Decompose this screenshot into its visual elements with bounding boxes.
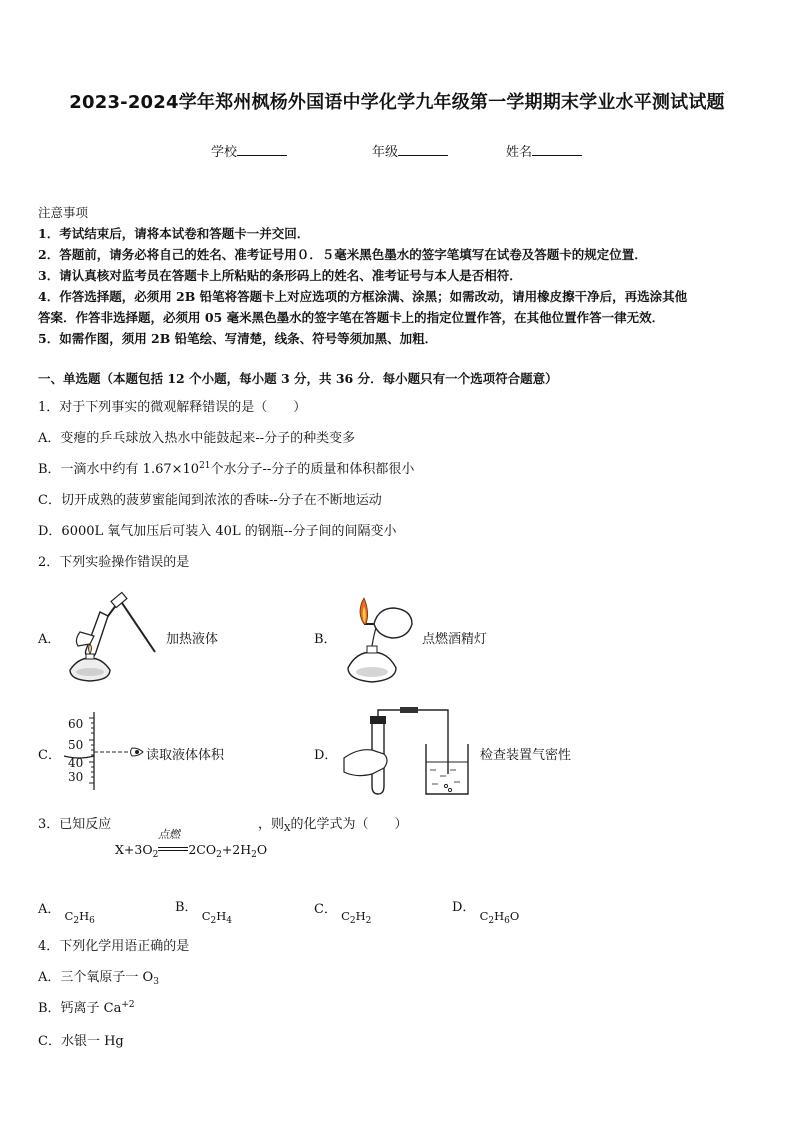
q3-option-a[interactable] [38,898,95,926]
q1-b-text: B．一滴水中约有 1.67×10 [38,462,200,477]
notice-item-3: 3．请认真核对监考员在答题卡上所粘贴的条形码上的姓名、准考证号与本人是否相符． [38,268,522,283]
school-blank[interactable] [237,143,287,156]
notice-item-1: 1．考试结束后，请将本试卷和答题卡一并交回． [38,226,310,241]
q4-option-b[interactable] [38,997,135,1016]
cylinder-tick-50: 50 [68,738,84,752]
q2-stem: 2．下列实验操作错误的是 [38,555,190,570]
q3-chemical-equation: $X+3O_2$ $2CO_2+2H_2O$ [115,842,268,860]
lighting-alcohol-lamp-illustration [338,594,418,689]
q2-option-c-letter[interactable]: C． [38,748,61,763]
notice-item-4: 4．作答选择题，必须用 2B 铅笔将答题卡上对应选项的方框涂满、涂黑；如需改动，请用橡皮擦干净后，再选涂其他 [38,289,688,304]
grade-blank[interactable] [398,143,448,156]
name-label: 姓名 [506,145,533,160]
q1-stem: 1．对于下列事实的微观解释错误的是（ ） [38,400,307,415]
notice-item-4-cont: 答案．作答非选择题，必须用 05 毫米黑色墨水的签字笔在答题卡上的指定位置作答，在其他位置作答一律无效． [38,310,665,325]
notice-item-2: 2．答题前，请务必将自己的姓名、准考证号用０．５毫米黑色墨水的签字笔填写在试卷及答题卡的规定位置． [38,247,647,262]
school-label: 学校 [211,145,238,160]
q2-option-b-letter[interactable]: B． [314,632,337,647]
q3-c-formula: $C_2H_2$ [341,909,372,926]
q2-option-a-label: 加热液体 [166,632,219,647]
cylinder-tick-30: 30 [68,770,84,784]
airtightness-check-illustration [338,704,468,799]
notice-heading: 注意事项 [38,205,89,220]
school-field[interactable] [211,141,287,160]
cylinder-tick-40: 40 [68,756,84,770]
q2-option-c-label: 读取液体体积 [146,748,225,763]
cylinder-tick-labels [68,714,83,784]
page-title: 2023-2024学年郑州枫杨外国语中学化学九年级第一学期期末学业水平测试试题 [69,92,725,113]
name-field[interactable] [506,141,582,160]
q1-b-text-end: 个水分子--分子的质量和体积都很小 [210,462,415,477]
q3-a-letter: A． [38,902,61,917]
q1-option-a[interactable]: A．变瘪的乒乓球放入热水中能鼓起来--分子的种类变多 [38,431,356,446]
q2-option-b-label: 点燃酒精灯 [422,632,488,647]
equals-sign [158,847,188,851]
q3-equation-left: X+3O [115,842,153,857]
q1-option-d[interactable]: D．6000L 氧气加压后可装入 40L 的钢瓶--分子间的间隔变小 [38,524,397,539]
q3-option-b[interactable] [175,896,233,926]
cylinder-tick-60: 60 [68,717,84,731]
q3-b-formula: $C_2H_4$ [201,909,233,926]
q3-stem-start: 3．已知反应 [38,817,112,832]
q4-a-text: A．三个氧原子一 O [38,970,154,985]
q4-option-a[interactable] [38,966,159,987]
grade-field[interactable] [372,141,448,160]
q4-option-c[interactable]: C．水银一 Hg [38,1034,124,1049]
q1-option-b[interactable] [38,458,414,477]
notice-item-5: 5．如需作图，须用 2B 铅笔绘、写清楚，线条、符号等须加黑、加粗． [38,331,438,346]
q3-option-d[interactable] [452,896,520,926]
q3-equation-right-a: 2CO [188,842,217,857]
q3-d-formula: $C_2H_6O$ [479,909,520,926]
q1-b-exponent: 21 [199,461,211,471]
grade-label: 年级 [372,145,399,160]
q3-stem-question: 的化学式为（ ） [290,817,408,832]
section-heading: 一、单选题（本题包括 12 个小题，每小题 3 分，共 36 分．每小题只有一个选项符合题意） [38,371,558,386]
heating-liquid-illustration [60,592,160,687]
q3-a-formula: $C_2H_6$ [64,909,95,926]
q2-option-d-label: 检查装置气密性 [480,748,572,763]
q4-b-text: B．钙离子 Ca [38,1001,122,1016]
q2-option-a-letter[interactable]: A． [38,632,61,647]
q3-stem-then: ，则 [258,817,285,832]
q3-stem-end [258,813,407,834]
q3-reaction-condition: 点燃 [158,828,180,841]
name-blank[interactable] [532,143,582,156]
q3-stem-x: X [284,824,291,834]
q4-b-superscript: +2 [121,1000,135,1010]
q3-equation-right-c: O [256,842,268,857]
q4-a-subscript: 3 [153,977,159,987]
q3-option-c[interactable] [314,898,372,926]
q4-stem: 4．下列化学用语正确的是 [38,939,190,954]
q1-option-c[interactable]: C．切开成熟的菠萝蜜能闻到浓浓的香味--分子在不断地运动 [38,493,382,508]
q3-c-letter: C． [314,902,337,917]
q2-option-d-letter[interactable]: D． [314,748,338,763]
q3-b-letter: B． [175,900,198,915]
q3-d-letter: D． [452,900,476,915]
q3-equation-right-b: +2H [221,842,252,857]
